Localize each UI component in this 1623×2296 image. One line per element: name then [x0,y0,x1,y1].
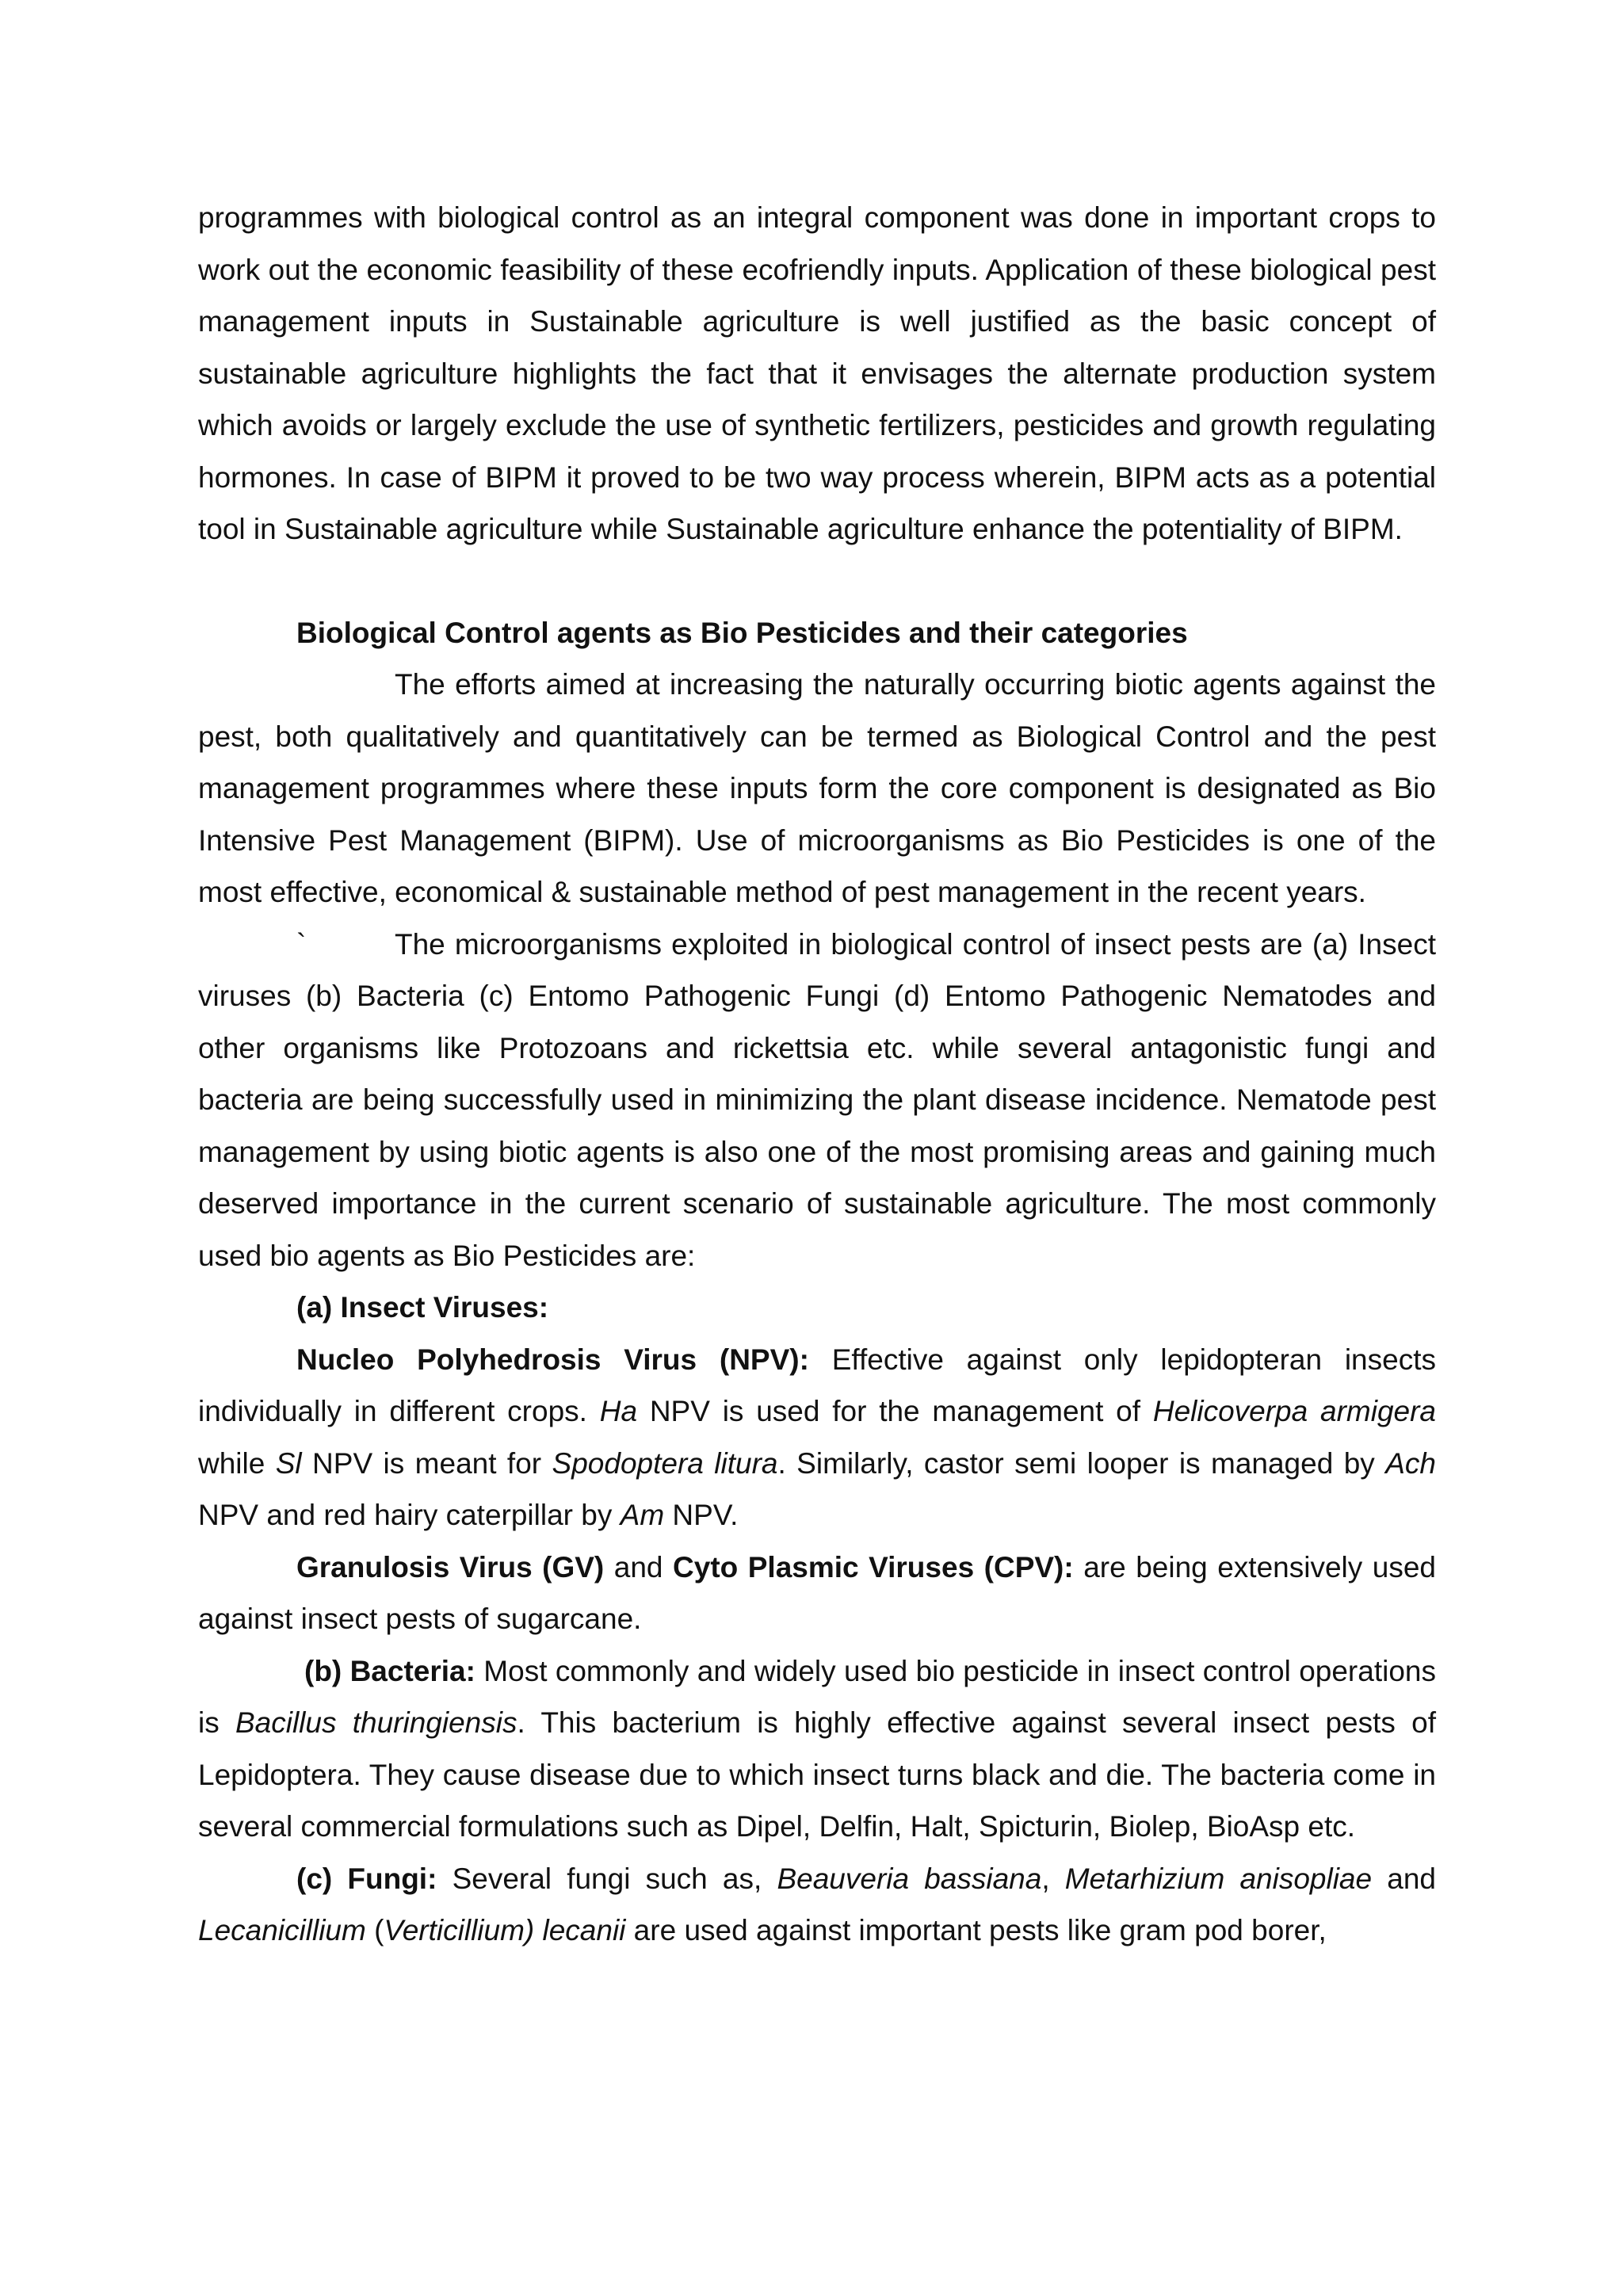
verticillium-species: Verticillium) lecanii [384,1914,626,1946]
ach-species: Ach [1385,1446,1436,1480]
npv-text-1: Effective against only lepidopteran insects individually in different crops. [198,1343,1436,1427]
section-paragraph-2 [198,919,1436,1282]
fungi-paragraph [198,1853,1436,1957]
insect-viruses-heading: (a) Insect Viruses: [296,1291,549,1324]
fungi-text-1: Several fungi such as, [437,1862,777,1895]
gv-paragraph [198,1541,1436,1645]
am-species: Am [620,1499,665,1531]
gv-and: and [604,1550,674,1584]
fungi-text-4: ( [365,1914,384,1946]
gv-text: are being extensively used against insect pests of sugarcane. [198,1550,1437,1635]
spodoptera-species: Spodoptera litura [552,1446,778,1480]
bacteria-term: (b) Bacteria: [304,1654,475,1687]
npv-text-7: NPV. [664,1499,739,1531]
cpv-term: Cyto Plasmic Viruses (CPV): [673,1550,1074,1584]
ha-species: Ha [599,1395,638,1427]
fungi-text-2: , [1041,1862,1065,1895]
section-paragraph-1: The efforts aimed at increasing the naturally occurring biotic agents against the pest, both qualitatively and quantitatively can be termed as Biological Control and the pest management programmes where these inputs form the core component is designated as Bio Intensive Pest Management (BIPM). Use of microorganisms as Bio Pesticides is one of the most effective, economical & sustainable method of pest management in the recent years. [198,668,1436,908]
section-paragraph-2-text: The microorganisms exploited in biological control of insect pests are (a) Insect viruses (b) Bacteria (c) Entomo Pathogenic Fungi (d) Entomo Pathogenic Nematodes and other organisms like Protozoans and rickettsia etc. while several antagonistic fungi and bacteria are being successfully used in minimizing the plant disease incidence. Nematode pest management by using biotic agents is also one of the most promising areas and gaining much deserved importance in the current scenario of sustainable agriculture. The most commonly used bio agents as Bio Pesticides are: [198,927,1436,1272]
npv-text-6: NPV and red hairy caterpillar by [198,1499,621,1531]
lecanicillium-species: Lecanicillium [198,1914,366,1946]
metarhizium-species: Metarhizium anisopliae [1064,1862,1373,1895]
stray-backtick: ` [296,927,307,961]
intro-paragraph: programmes with biological control as an integral component was done in important crops to work out the economic feasibility of these ecofriendly inputs. Application of these biological pest management inputs in Sustainable agriculture is well justified as the basic concept of sustainable agriculture highlights the fact that it envisages the alternate production system which avoids or largely exclude the use of synthetic fertilizers, pesticides and growth regulating hormones. In case of BIPM it proved to be two way process wherein, BIPM acts as a potential tool in Sustainable agriculture while Sustainable agriculture enhance the potentiality of BIPM. [198,201,1436,545]
bacteria-paragraph [198,1645,1436,1853]
npv-paragraph [198,1334,1436,1541]
document-page [198,192,1436,1957]
section-spacer [198,556,1436,607]
bacteria-text-1: Most commonly and widely used bio pesticide in insect control operations is [198,1654,1436,1739]
gv-term: Granulosis Virus (GV) [296,1550,605,1584]
fungi-text-5: are used against important pests like gram pod borer, [625,1914,1327,1946]
fungi-text-3: and [1372,1862,1436,1895]
beauveria-species: Beauveria bassiana [777,1862,1042,1895]
npv-text-5: . Similarly, castor semi looper is managed by [777,1446,1386,1480]
section-heading: Biological Control agents as Bio Pesticides and their categories [296,616,1188,649]
bacteria-text-2: . This bacterium is highly effective against several insect pests of Lepidoptera. They cause disease due to which insect turns black and die. The bacteria come in several commercial formulations such as Dipel, Delfin, Halt, Spicturin, Biolep, BioAsp etc. [198,1706,1437,1843]
bacillus-species: Bacillus thuringiensis [235,1706,517,1739]
sl-species: Sl [275,1446,302,1480]
fungi-term: (c) Fungi: [296,1862,437,1895]
npv-term: Nucleo Polyhedrosis Virus (NPV): [296,1343,809,1376]
npv-text-3: while [198,1446,276,1480]
helicoverpa-species: Helicoverpa armigera [1152,1395,1436,1427]
npv-text-4: NPV is meant for [301,1446,552,1480]
npv-text-2: NPV is used for the management of [637,1395,1153,1427]
